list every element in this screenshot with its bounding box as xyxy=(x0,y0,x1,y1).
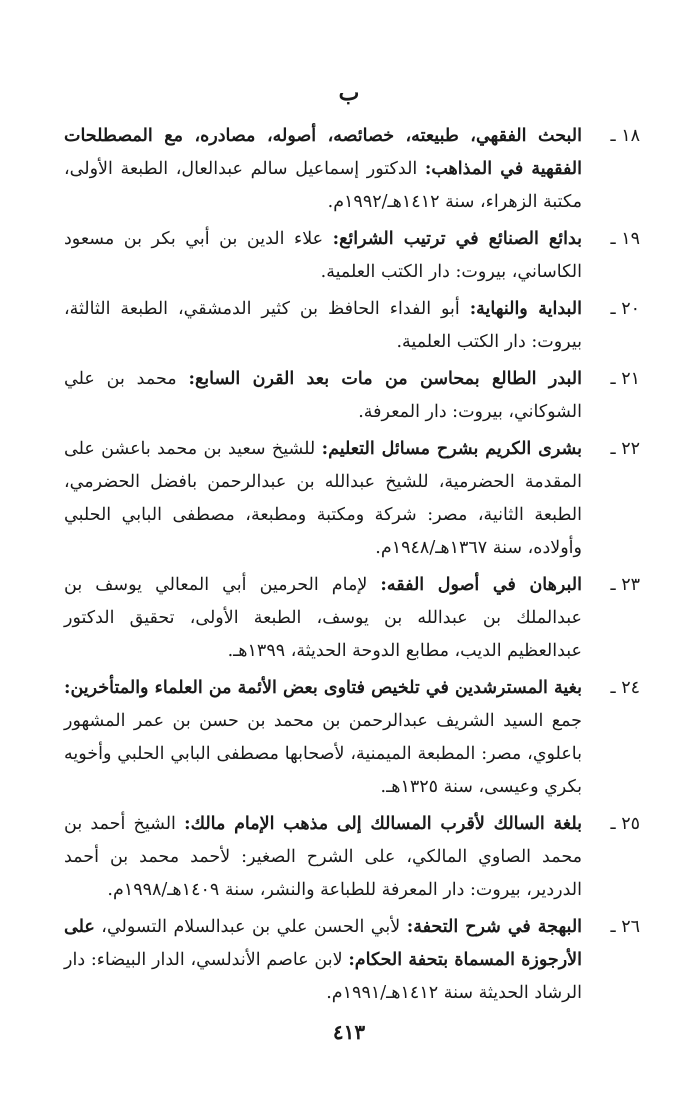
entry-title: البحث الفقهي، طبيعته، خصائصه، أصوله، مصادره، مع المصطلحات الفقهية في المذاهب: xyxy=(64,126,583,179)
entry-body-continued: لابن عاصم الأندلسي، الدار البيضاء: دار الرشاد الحديثة سنة ١٤١٢هـ/١٩٩١م. xyxy=(64,950,582,1003)
entry-body: لإمام الحرمين أبي المعالي يوسف بن عبدالملك بن عبدالله بن يوسف، الطبعة الأولى، تحقيق الدكتور عبدالعظيم الديب، مطابع الدوحة الحديثة، ١٣٩٩هـ. xyxy=(64,575,582,661)
entry-title: البداية والنهاية: xyxy=(469,299,583,319)
entry-body: جمع السيد الشريف عبدالرحمن بن محمد بن حسن بن عمر المشهور باعلوي، مصر: المطبعة الميمنية، لأصحابها مصطفى البابي الحلبي وأخويه بكري وعيسى، سنة ١٣٢٥هـ. xyxy=(64,711,582,797)
entry-body: للشيخ سعيد بن محمد باعشن على المقدمة الحضرمية، للشيخ عبدالله بن عبدالرحمن بافضل الحضرمي، الطبعة الثانية، مصر: شركة ومكتبة ومطبعة، مصطفى البابي الحلبي وأولاده، سنة ١٣٦٧هـ/١٩٤٨م. xyxy=(64,439,582,558)
list-item xyxy=(64,433,640,565)
entry-subtitle: على الأرجوزة المسماة بتحفة الحكام: xyxy=(64,917,582,970)
list-item xyxy=(64,293,640,359)
list-item xyxy=(64,120,640,219)
entry-number: ٢٢ ـ xyxy=(610,439,640,459)
list-item xyxy=(64,363,640,429)
entry-body: الدكتور إسماعيل سالم عبدالعال، الطبعة الأولى، مكتبة الزهراء، سنة ١٤١٢هـ/١٩٩٢م. xyxy=(64,159,582,212)
entry-number: ٢٦ ـ xyxy=(610,917,640,937)
entry-number: ٢٤ ـ xyxy=(610,678,640,698)
entry-body: لأبي الحسن علي بن عبدالسلام التسولي، xyxy=(94,917,407,937)
entry-body: الشيخ أحمد بن محمد الصاوي المالكي، على الشرح الصغير: لأحمد محمد بن أحمد الدردير، بيروت: دار المعرفة للطباعة والنشر، سنة ١٤٠٩هـ/١٩٩٨م. xyxy=(64,814,582,900)
entry-number: ٢١ ـ xyxy=(610,369,640,389)
entry-body: محمد بن علي الشوكاني، بيروت: دار المعرفة. xyxy=(64,369,582,422)
list-item xyxy=(64,808,640,907)
list-item xyxy=(64,569,640,668)
page-number: ٤١٣ xyxy=(332,1020,366,1044)
entry-title: بدائع الصنائع في ترتيب الشرائع: xyxy=(332,229,583,249)
list-item xyxy=(64,672,640,804)
entry-title: بغية المسترشدين في تلخيص فتاوى بعض الأئمة من العلماء والمتأخرين: xyxy=(64,678,582,698)
list-item xyxy=(64,223,640,289)
page-header-letter: ب xyxy=(338,80,360,106)
entry-title: بلغة السالك لأقرب المسالك إلى مذهب الإمام مالك: xyxy=(184,814,582,834)
entry-number: ٢٠ ـ xyxy=(610,299,640,319)
entry-number: ١٨ ـ xyxy=(610,126,640,146)
entry-title: بشرى الكريم بشرح مسائل التعليم: xyxy=(321,439,583,459)
entry-number: ٢٥ ـ xyxy=(610,814,640,834)
entry-number: ١٩ ـ xyxy=(610,229,640,249)
entry-title: البدر الطالع بمحاسن من مات بعد القرن السابع: xyxy=(188,369,582,389)
entry-body: علاء الدين بن أبي بكر بن مسعود الكاساني، بيروت: دار الكتب العلمية. xyxy=(64,229,582,282)
entry-title: البهجة في شرح التحفة: xyxy=(406,917,583,937)
bibliography-list xyxy=(64,120,640,1014)
entry-body: أبو الفداء الحافظ بن كثير الدمشقي، الطبعة الثالثة، بيروت: دار الكتب العلمية. xyxy=(64,299,582,352)
entry-title: البرهان في أصول الفقه: xyxy=(380,575,582,595)
entry-number: ٢٣ ـ xyxy=(610,575,640,595)
list-item xyxy=(64,911,640,1010)
